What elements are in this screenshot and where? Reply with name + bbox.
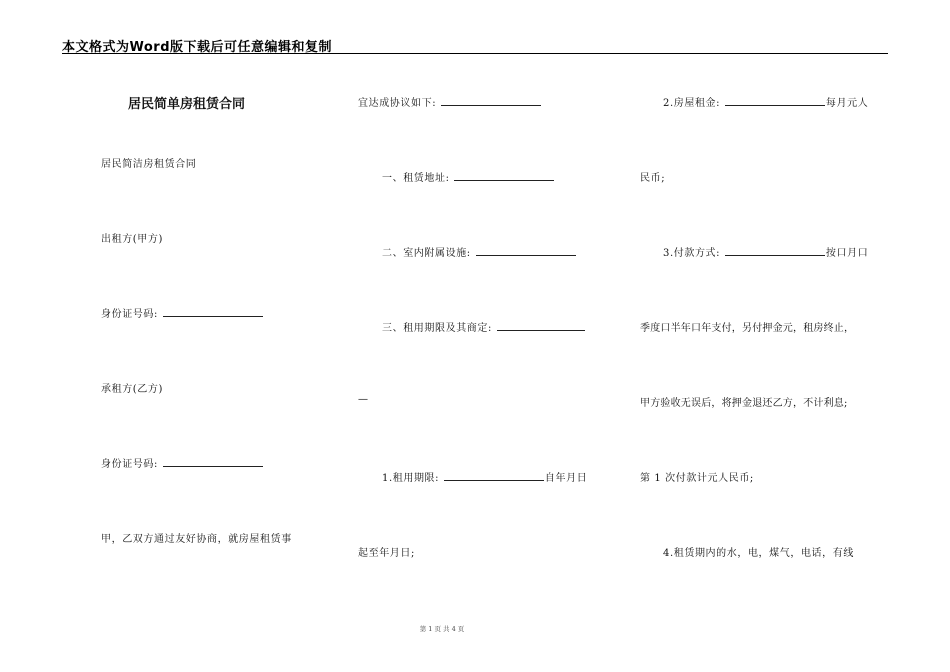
- lease-term-blank[interactable]: [497, 320, 585, 331]
- lease-period-label: 1.租用期限:: [382, 473, 440, 484]
- page-number: 第 1 页 共 4 页: [419, 625, 465, 633]
- id-number-label-1: 身份证号码:: [101, 309, 158, 320]
- rental-address-label: 一、租赁地址:: [382, 173, 450, 184]
- col1-line-2: 出租方(甲方): [101, 234, 164, 245]
- col2-line-1: [358, 94, 542, 109]
- col3-line-3: [663, 244, 868, 259]
- rental-address-blank[interactable]: [454, 170, 554, 181]
- rent-unit: 每月元人: [825, 98, 869, 109]
- col3-line-5: 甲方验收无误后，将押金退还乙方，不计利息;: [640, 398, 848, 409]
- col2-line-5: —: [358, 394, 369, 405]
- document-title: 居民简单房租赁合同: [128, 97, 246, 112]
- col3-line-1: [663, 94, 868, 109]
- header-rule: [62, 53, 888, 54]
- rent-blank[interactable]: [725, 95, 825, 106]
- facilities-blank[interactable]: [476, 245, 576, 256]
- col2-line-2: [382, 169, 555, 184]
- agreement-label: 宜达成协议如下:: [358, 98, 437, 109]
- col2-line-6: [382, 469, 587, 484]
- payment-frequency: 按口月口: [825, 248, 869, 259]
- payment-method-label: 3.付款方式:: [663, 248, 721, 259]
- col2-line-7: 起至年月日;: [358, 548, 415, 559]
- rent-label: 2.房屋租金:: [663, 98, 721, 109]
- col3-line-6: 第 1 次付款计元人民币;: [640, 473, 754, 484]
- header-text: 本文格式为Word版下载后可任意编辑和复制: [62, 40, 333, 55]
- col3-line-4: 季度口半年口年支付，另付押金元，租房终止，: [640, 323, 855, 334]
- col1-line-4: 承租方(乙方): [101, 384, 164, 395]
- col1-line-5: [101, 455, 264, 470]
- lease-period-blank[interactable]: [444, 470, 544, 481]
- col2-line-3: [382, 244, 577, 259]
- col1-line-6: 甲，乙双方通过友好协商，就房屋租赁事: [101, 534, 292, 545]
- facilities-label: 二、室内附属设施:: [382, 248, 471, 259]
- id-number-blank-2[interactable]: [163, 456, 263, 467]
- agreement-blank[interactable]: [441, 95, 541, 106]
- payment-method-blank[interactable]: [725, 245, 825, 256]
- col3-line-7: 4.租赁期内的水，电，煤气，电话，有线: [663, 548, 854, 559]
- id-number-blank-1[interactable]: [163, 306, 263, 317]
- col1-line-1: 居民简洁房租赁合同: [101, 159, 197, 170]
- col3-line-2: 民币;: [640, 173, 666, 184]
- col1-line-3: [101, 305, 264, 320]
- id-number-label-2: 身份证号码:: [101, 459, 158, 470]
- col2-line-4: [382, 319, 586, 334]
- lease-term-label: 三、租用期限及其商定:: [382, 323, 492, 334]
- lease-period-start: 自年月日: [544, 473, 588, 484]
